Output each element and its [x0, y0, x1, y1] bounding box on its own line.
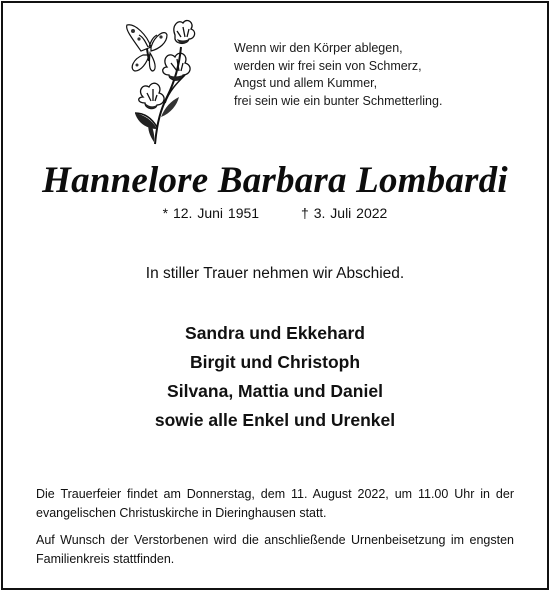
farewell-text: In stiller Trauer nehmen wir Abschied.: [145, 265, 405, 282]
mourners-list: [3, 319, 547, 435]
obituary-card: [1, 1, 549, 590]
mourner-line: sowie alle Enkel und Urenkel: [154, 410, 396, 430]
death-date: † 3. Juli 2022: [301, 205, 388, 221]
poem-line: frei sein wie ein bunter Schmetterling.: [234, 93, 443, 108]
birth-date: * 12. Juni 1951: [162, 205, 260, 221]
mourner-line: Birgit und Christoph: [189, 352, 361, 372]
poem: [234, 40, 442, 110]
burial-notice: Auf Wunsch der Verstorbenen wird die anschließende Urnenbeisetzung im engsten Familienkreis stattfinden.: [36, 533, 514, 566]
poem-line: Wenn wir den Körper ablegen,: [234, 41, 403, 55]
poem-line: Angst und allem Kummer,: [234, 76, 378, 90]
mourner-line: Silvana, Mattia und Daniel: [167, 381, 383, 401]
life-dates: [3, 205, 547, 221]
deceased-name: Hannelore Barbara Lombardi: [42, 160, 508, 201]
butterfly-flower-icon: [121, 17, 203, 145]
funeral-notice: Die Trauerfeier findet am Donnerstag, dem 11. August 2022, um 11.00 Uhr in der evangelischen Christuskirche in Dieringhausen statt.: [36, 487, 514, 520]
poem-line: werden wir frei sein von Schmerz,: [234, 58, 422, 73]
mourner-line: Sandra und Ekkehard: [185, 323, 365, 343]
